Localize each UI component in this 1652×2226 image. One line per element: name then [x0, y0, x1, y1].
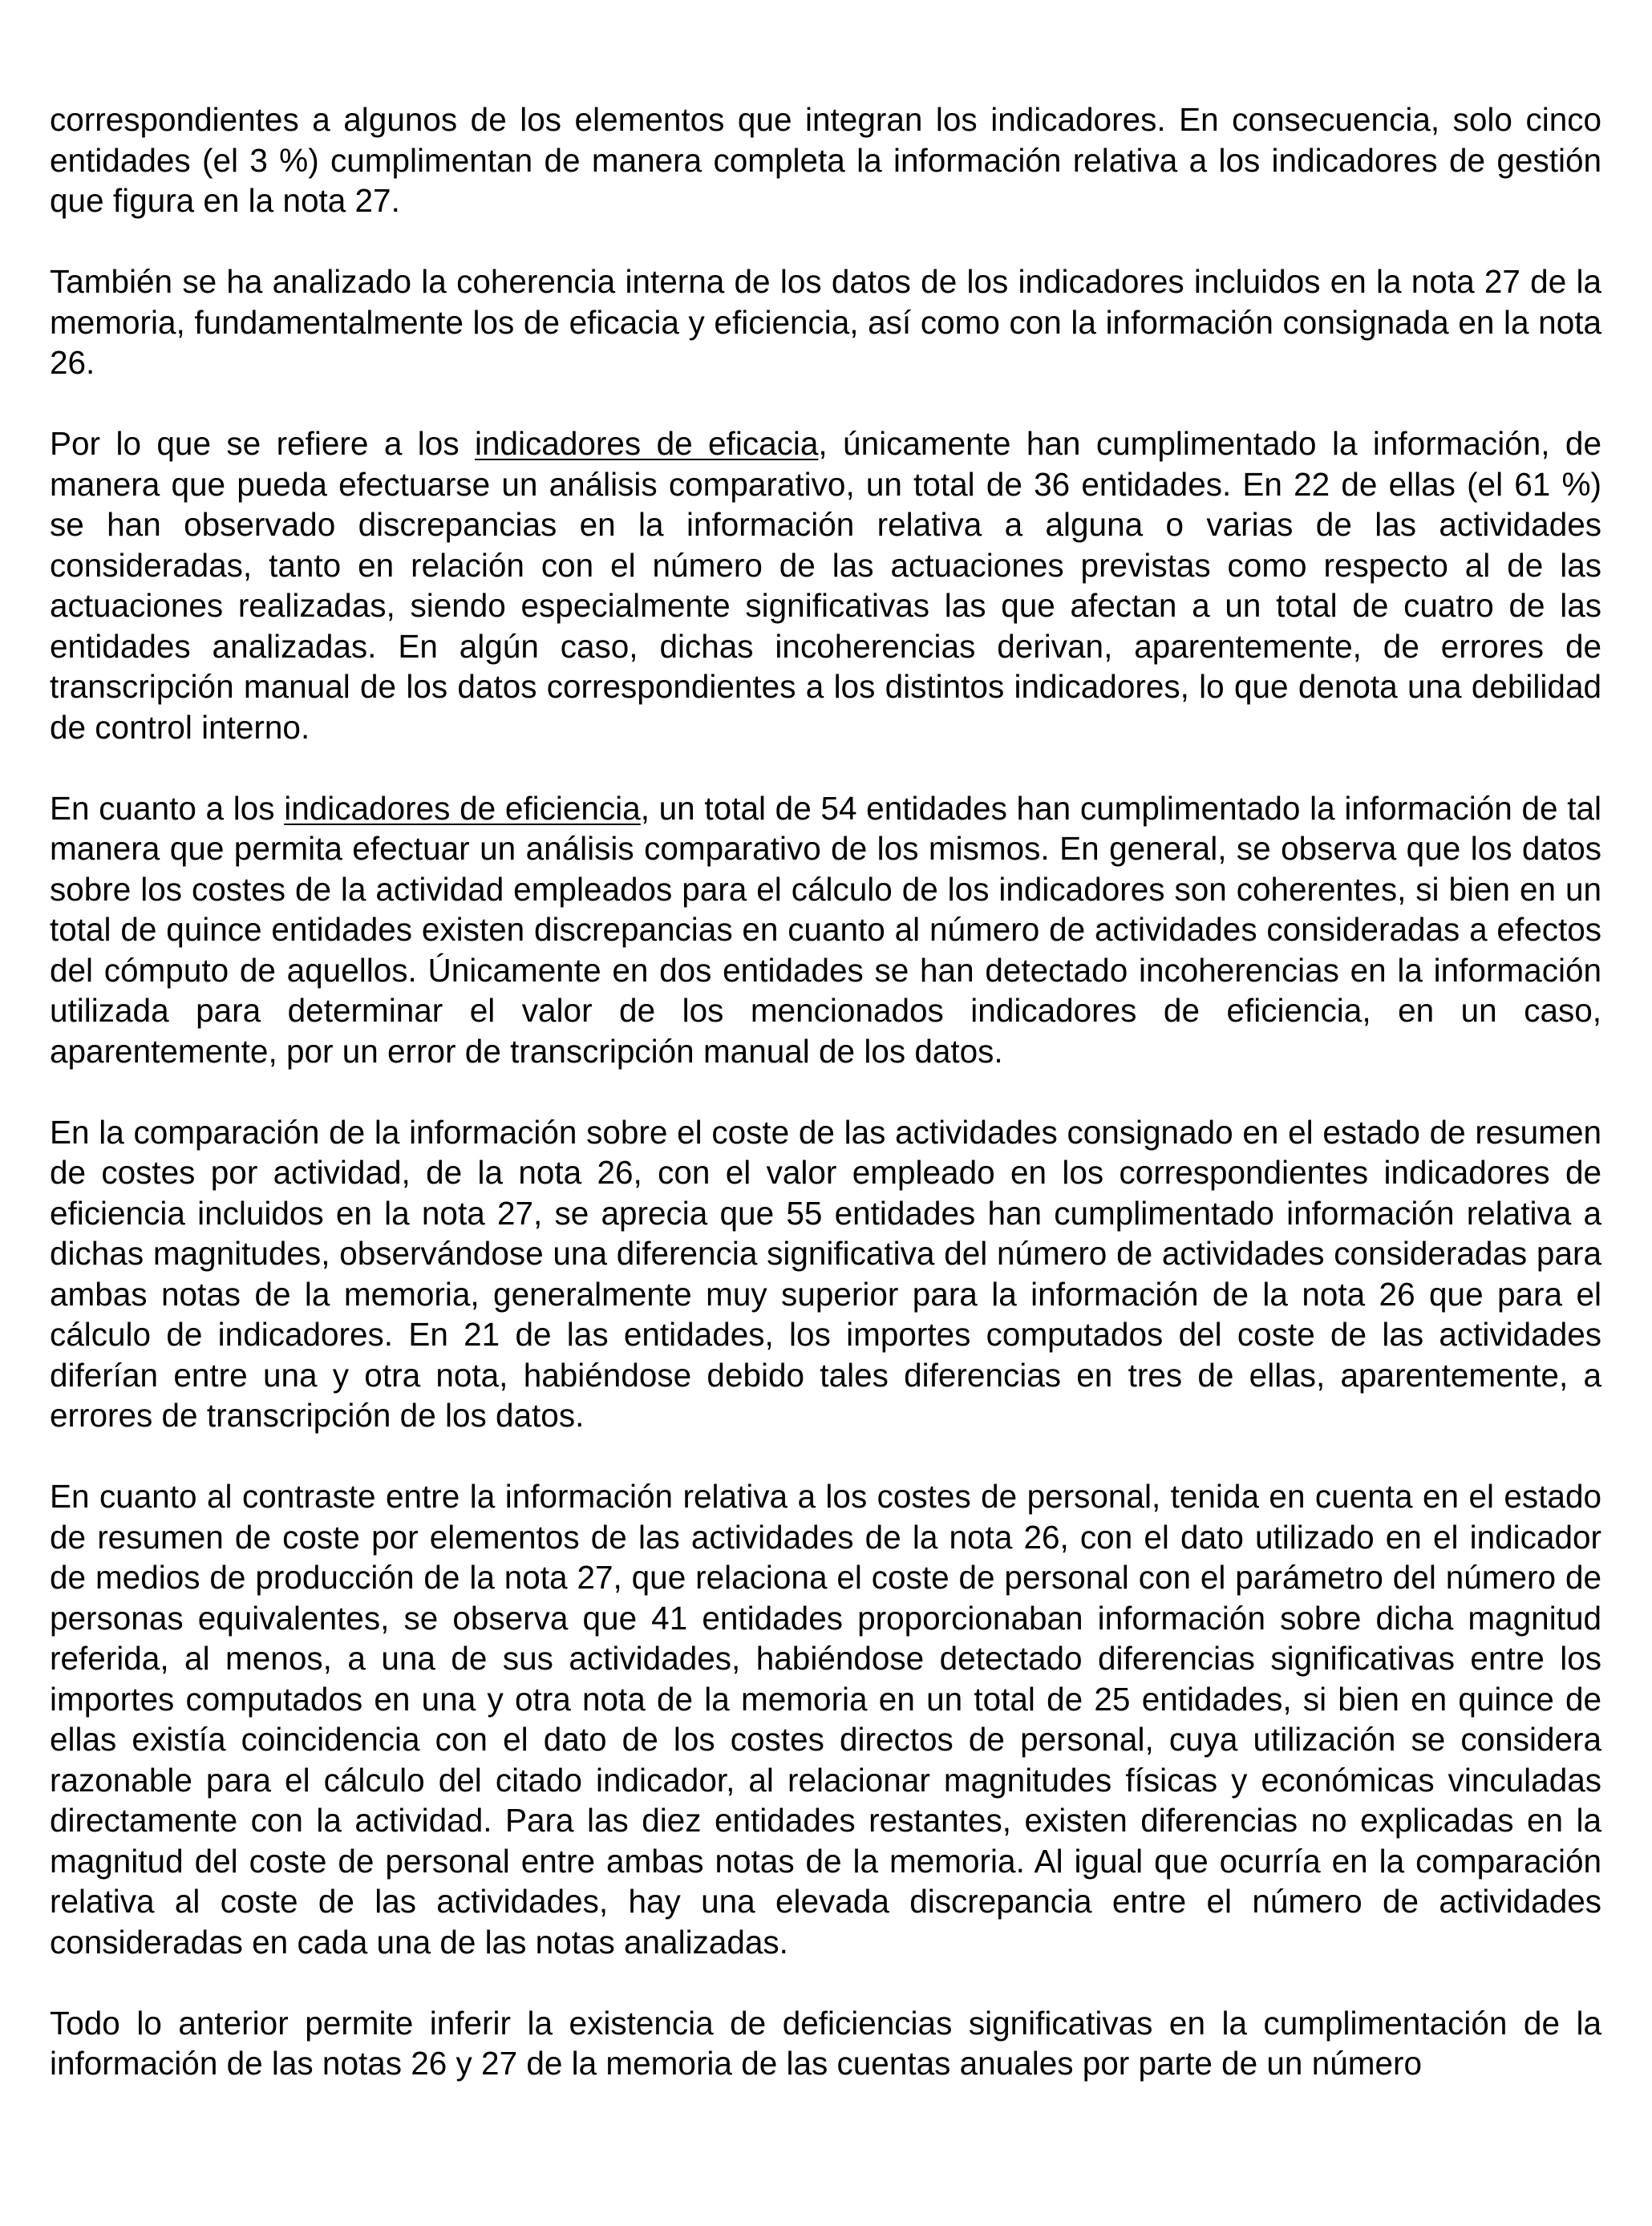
- paragraph-6: En cuanto al contraste entre la información relativa a los costes de personal, tenida en cuenta en el estado de resumen de coste por elementos de las actividades de la nota 26, con el dato utilizado en el indicador de medios de producción de la nota 27, que relaciona el coste de personal con el parámetro del número de personas equivalentes, se observa que 41 entidades proporcionaban información sobre dicha magnitud referida, al menos, a una de sus actividades, habiéndose detectado diferencias significativas entre los importes computados en una y otra nota de la memoria en un total de 25 entidades, si bien en quince de ellas existía coincidencia con el dato de los costes directos de personal, cuya utilización se considera razonable para el cálculo del citado indicador, al relacionar magnitudes físicas y económicas vinculadas directamente con la actividad. Para las diez entidades restantes, existen diferencias no explicadas en la magnitud del coste de personal entre ambas notas de la memoria. Al igual que ocurría en la comparación relativa al coste de las actividades, hay una elevada discrepancia entre el número de actividades consideradas en cada una de las notas analizadas.: [50, 1478, 1601, 1961]
- paragraph-2: También se ha analizado la coherencia interna de los datos de los indicadores incluidos en la nota 27 de la memoria, fundamentalmente los de eficacia y eficiencia, así como con la información consignada en la nota 26.: [50, 263, 1601, 381]
- paragraph-3-body: , únicamente han cumplimentado la información, de manera que pueda efectuarse un análisis comparativo, un total de 36 entidades. En 22 de ellas (el 61 %) se han observado discrepancias en la información relativa a alguna o varias de las actividades consideradas, tanto en relación con el número de las actuaciones previstas como respecto al de las actuaciones realizadas, siendo especialmente significativas las que afectan a un total de cuatro de las entidades analizadas. En algún caso, dichas incoherencias derivan, aparentemente, de errores de transcripción manual de los datos correspondientes a los distintos indicadores, lo que denota una debilidad de control interno.: [50, 425, 1601, 746]
- document-page: [50, 99, 1601, 2084]
- paragraph-5: En la comparación de la información sobre el coste de las actividades consignado en el estado de resumen de costes por actividad, de la nota 26, con el valor empleado en los correspondientes indicadores de eficiencia incluidos en la nota 27, se aprecia que 55 entidades han cumplimentado información relativa a dichas magnitudes, observándose una diferencia significativa del número de actividades consideradas para ambas notas de la memoria, generalmente muy superior para la información de la nota 26 que para el cálculo de indicadores. En 21 de las entidades, los importes computados del coste de las actividades diferían entre una y otra nota, habiéndose debido tales diferencias en tres de ellas, aparentemente, a errores de transcripción de los datos.: [50, 1113, 1601, 1434]
- paragraph-7: Todo lo anterior permite inferir la existencia de deficiencias significativas en la cumplimentación de la información de las notas 26 y 27 de la memoria de las cuentas anuales por parte de un número: [50, 2004, 1601, 2082]
- paragraph-3-lead: Por lo que se refiere a los: [50, 425, 476, 462]
- paragraph-4-lead: En cuanto a los: [50, 789, 285, 827]
- underlined-term-eficacia: indicadores de eficacia: [475, 425, 819, 462]
- paragraph-1: correspondientes a algunos de los elementos que integran los indicadores. En consecuencia, solo cinco entidades (el 3 %) cumplimentan de manera completa la información relativa a los indicadores de gestión que figura en la nota 27.: [50, 101, 1601, 219]
- underlined-term-eficiencia: indicadores de eficiencia: [284, 789, 641, 827]
- paragraph-3-eficacia: [50, 423, 1601, 747]
- paragraph-4-body: , un total de 54 entidades han cumplimentado la información de tal manera que permita efectuar un análisis comparativo de los mismos. En general, se observa que los datos sobre los costes de la actividad empleados para el cálculo de los indicadores son coherentes, si bien en un total de quince entidades existen discrepancias en cuanto al número de actividades consideradas a efectos del cómputo de aquellos. Únicamente en dos entidades se han detectado incoherencias en la información utilizada para determinar el valor de los mencionados indicadores de eficiencia, en un caso, aparentemente, por un error de transcripción manual de los datos.: [50, 789, 1601, 1070]
- paragraph-4-eficiencia: [50, 788, 1601, 1072]
